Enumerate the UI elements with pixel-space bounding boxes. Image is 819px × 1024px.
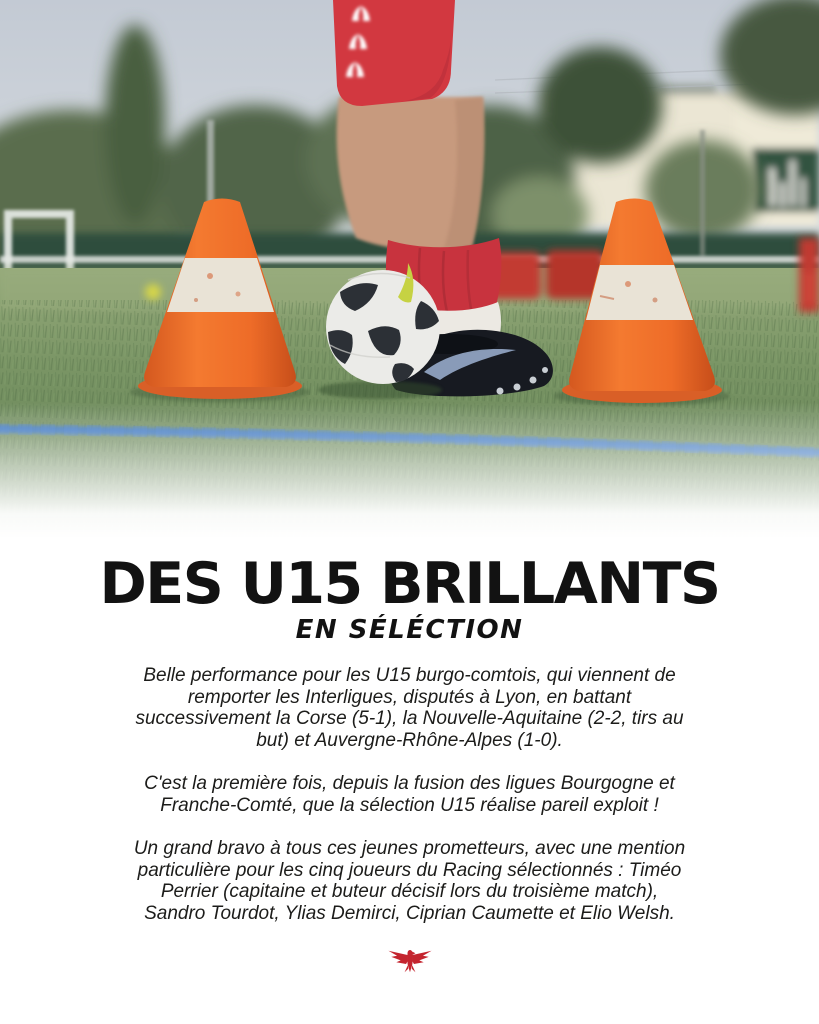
body-paragraph-3 bbox=[40, 838, 779, 924]
paragraph-line: Franche-Comté, que la sélection U15 réalise pareil exploit ! bbox=[160, 794, 659, 816]
club-logo bbox=[40, 946, 779, 982]
announcement-content bbox=[0, 551, 819, 982]
body-paragraph-2 bbox=[40, 773, 779, 816]
paragraph-line: Un grand bravo à tous ces jeunes prometteurs, avec une mention bbox=[133, 838, 686, 860]
paragraph-line: Sandro Tourdot, Ylias Demirci, Ciprian Caumette et Elio Welsh. bbox=[144, 902, 675, 924]
paragraph-line: C'est la première fois, depuis la fusion des ligues Bourgogne et bbox=[144, 773, 675, 795]
white-fade-overlay bbox=[0, 402, 819, 545]
distant-yellow-ball bbox=[145, 284, 161, 300]
subheadline: EN SÉLÉCTION bbox=[295, 615, 524, 646]
eagle-icon bbox=[387, 946, 433, 977]
paragraph-line: but) et Auvergne-Rhône-Alpes (1-0). bbox=[256, 729, 563, 751]
paragraph-line: particulière pour les cinq joueurs du Racing sélectionnés : Timéo bbox=[137, 859, 682, 881]
red-shorts bbox=[333, 0, 455, 106]
paragraph-line: Perrier (capitaine et buteur décisif lors du troisième match), bbox=[160, 881, 659, 903]
headline: DES U15 BRILLANTS bbox=[99, 551, 720, 617]
paragraph-line: successivement la Corse (5-1), la Nouvelle-Aquitaine (2-2, tirs au bbox=[135, 708, 684, 730]
paragraph-line: Belle performance pour les U15 burgo-comtois, qui viennent de bbox=[143, 665, 676, 687]
body-paragraph-1 bbox=[40, 665, 779, 751]
paragraph-line: remporter les Interligues, disputés à Lyon, en battant bbox=[187, 686, 632, 708]
